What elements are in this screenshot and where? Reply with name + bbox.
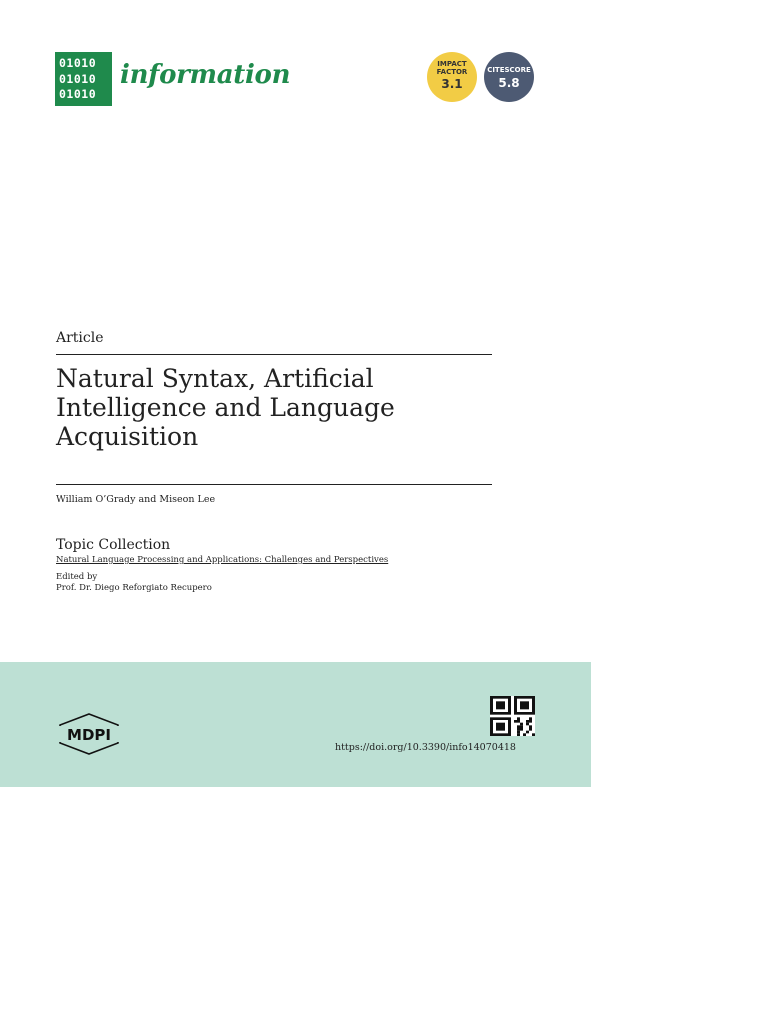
journal-name[interactable]: information — [120, 60, 291, 90]
citescore-badge[interactable] — [484, 52, 534, 102]
logo-binary-line: 01010 — [59, 56, 97, 70]
topic-collection-link[interactable]: Natural Language Processing and Applications: Challenges and Perspectives — [56, 555, 389, 565]
qr-code-icon[interactable] — [490, 696, 535, 736]
mdpi-logo[interactable] — [56, 713, 122, 755]
doi-link[interactable]: https://doi.org/10.3390/info14070418 — [335, 742, 516, 753]
editor-name: Prof. Dr. Diego Reforgiato Recupero — [56, 583, 212, 593]
mdpi-logo-icon — [56, 713, 122, 755]
article-authors: William O’Grady and Miseon Lee — [56, 494, 216, 505]
divider — [56, 354, 492, 355]
impact-factor-label: FACTOR — [436, 67, 468, 76]
journal-logo-box — [55, 52, 112, 106]
impact-factor-value: 3.1 — [441, 77, 463, 91]
impact-factor-badge[interactable] — [427, 52, 477, 102]
logo-binary-line: 01010 — [59, 71, 97, 86]
divider — [56, 484, 492, 485]
impact-factor-label: IMPACT — [437, 60, 467, 68]
article-type: Article — [56, 330, 104, 346]
topic-collection-heading: Topic Collection — [56, 537, 171, 553]
article-title: Natural Syntax, Artificial Intelligence and Language Acquisition — [56, 364, 395, 451]
publisher-name: MDPI — [67, 726, 111, 744]
edited-by-label: Edited by — [56, 572, 98, 582]
citescore-value: 5.8 — [498, 75, 520, 90]
citescore-label: CITESCORE — [487, 66, 531, 74]
logo-binary-line: 01010 — [59, 87, 97, 101]
